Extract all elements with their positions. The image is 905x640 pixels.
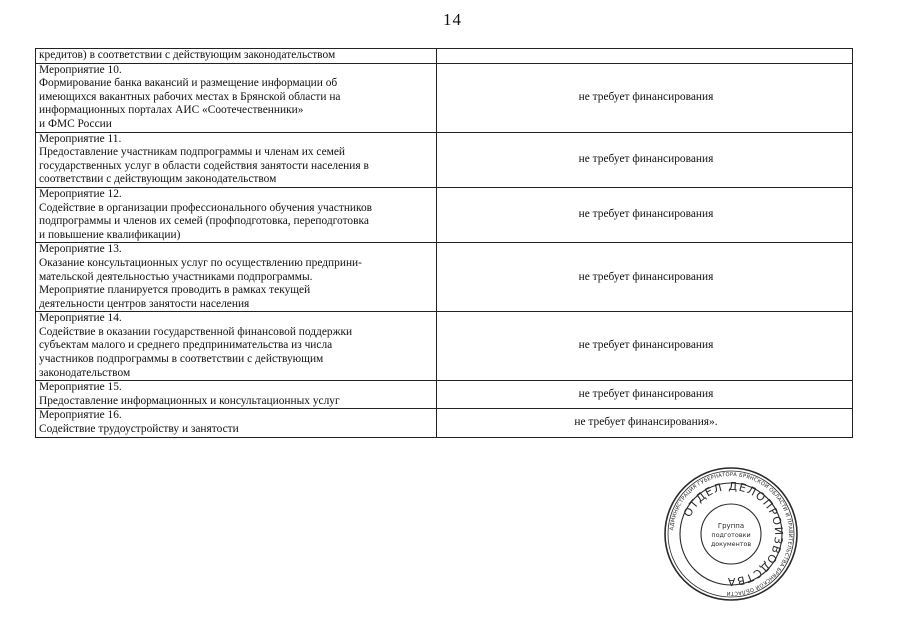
table-row: [36, 409, 853, 437]
stamp-center-line-2: подготовки: [711, 531, 751, 539]
measure-description-line: имеющихся вакантных рабочих местах в Брянской области на: [39, 90, 341, 103]
funding-cell: не требует финансирования: [437, 63, 853, 132]
measure-description-line: Мероприятие 11.: [39, 132, 122, 145]
page-number: 14: [443, 10, 462, 29]
measure-description-line: Формирование банка вакансий и размещение информации об: [39, 77, 338, 90]
stamp-center-line-1: Группа: [717, 522, 745, 530]
measure-description-line: Мероприятие 12.: [39, 187, 122, 200]
measure-description-line: Содействие трудоустройству и занятости: [39, 423, 239, 436]
measure-description-line: Содействие в организации профессионального обучения участников: [39, 201, 373, 214]
measure-description-line: субъектам малого и среднего предпринимательства из числа: [39, 339, 333, 352]
table-row: [36, 312, 853, 381]
measure-description-line: Мероприятие 15.: [39, 381, 122, 394]
funding-cell: не требует финансирования: [437, 187, 853, 242]
funding-cell: не требует финансирования: [437, 381, 853, 409]
funding-cell: не требует финансирования: [437, 243, 853, 312]
measure-description-line: информационных порталах АИС «Соотечественники»: [39, 104, 304, 117]
measure-description-line: Содействие в оказании государственной финансовой поддержки: [39, 325, 353, 338]
funding-cell: не требует финансирования».: [437, 409, 853, 437]
measure-description-cell: [36, 49, 437, 64]
funding-cell: не требует финансирования: [437, 312, 853, 381]
stamp-inner-text: ОТДЕЛ ДЕЛОПРОИЗВОДСТВА: [681, 479, 786, 589]
measure-description-line: кредитов) в соответствии с действующим законодательством: [39, 49, 336, 61]
official-stamp: [663, 466, 799, 602]
table-row: [36, 243, 853, 312]
funding-cell: не требует финансирования: [437, 132, 853, 187]
measure-description-line: Предоставление участникам подпрограммы и членам их семей: [39, 146, 346, 159]
table-row: [36, 49, 853, 64]
measure-description-line: участников подпрограммы в соответствии с действующим: [39, 353, 324, 366]
measure-description-line: законодательством: [39, 366, 131, 379]
measure-description-cell: [36, 187, 437, 242]
measure-description-cell: [36, 312, 437, 381]
measure-description-line: Оказание консультационных услуг по осуществлению предприни-: [39, 256, 362, 269]
measure-description-cell: [36, 132, 437, 187]
table-body: [36, 49, 853, 438]
measure-description-line: подпрограммы и членов их семей (профподготовка, переподготовка: [39, 215, 369, 228]
measure-description-cell: [36, 63, 437, 132]
measure-description-line: соответствии с действующим законодательством: [39, 173, 277, 186]
measure-description-line: Мероприятие 14.: [39, 312, 122, 325]
measure-description-line: Мероприятие 16.: [39, 409, 122, 422]
measure-description-cell: [36, 381, 437, 409]
measure-description-line: деятельности центров занятости населения: [39, 297, 250, 310]
stamp-outer-text: АДМИНИСТРАЦИЯ ГУБЕРНАТОРА БРЯНСКОЙ ОБЛАСТИ И ПРАВИТЕЛЬСТВА БРЯНСКОЙ ОБЛАСТИ: [669, 471, 794, 597]
table-row: [36, 187, 853, 242]
measures-table: [35, 48, 853, 438]
table-row: [36, 63, 853, 132]
measure-description-cell: [36, 409, 437, 437]
measure-description-line: и ФМС России: [39, 117, 112, 130]
table-row: [36, 132, 853, 187]
measure-description-line: Мероприятие 10.: [39, 63, 122, 76]
measure-description-line: Предоставление информационных и консультационных услуг: [39, 394, 340, 407]
measure-description-line: Мероприятие 13.: [39, 243, 122, 256]
stamp-center-line-3: документов: [710, 540, 752, 548]
table-row: [36, 381, 853, 409]
funding-cell: [437, 49, 853, 64]
measure-description-cell: [36, 243, 437, 312]
measure-description-line: мательской деятельностью участниками подпрограммы.: [39, 270, 313, 283]
measure-description-line: Мероприятие планируется проводить в рамках текущей: [39, 284, 311, 297]
measure-description-line: и повышение квалификации): [39, 228, 181, 241]
measure-description-line: государственных услуг в области содействия занятости населения в: [39, 159, 369, 172]
